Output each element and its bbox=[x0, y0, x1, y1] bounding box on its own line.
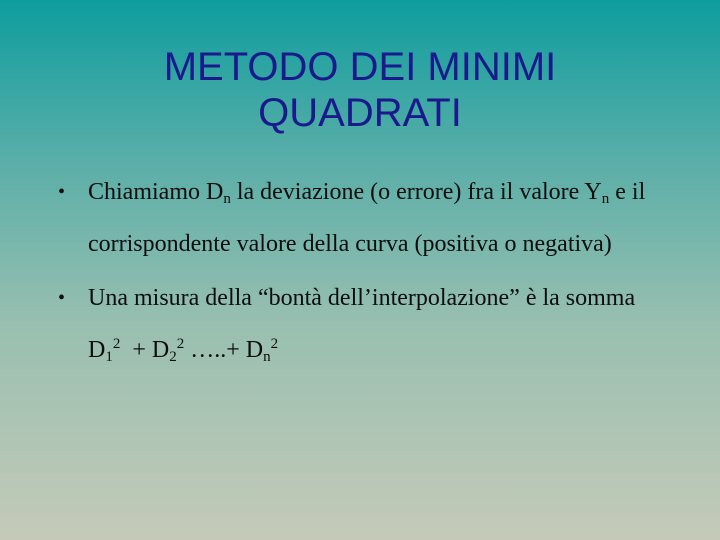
formula-term-2: + D bbox=[120, 337, 170, 363]
formula-exponent: 2 bbox=[176, 336, 185, 352]
bullet-text-part-c: e il corrispondente valore della curva (positiva o negativa) bbox=[88, 179, 646, 257]
formula-exponent: 2 bbox=[270, 336, 279, 352]
bullet-item-deviation bbox=[58, 166, 678, 270]
slide-body bbox=[58, 166, 678, 376]
formula-exponent: 2 bbox=[112, 336, 121, 352]
subscript-n: n bbox=[601, 191, 610, 207]
formula-subscript: n bbox=[263, 349, 271, 365]
bullet-text: Una misura della “bontà dell’interpolazione” è la somma bbox=[88, 285, 636, 311]
slide-title bbox=[60, 44, 660, 136]
formula-term-3: …..+ D bbox=[184, 337, 264, 363]
bullet-marker: • bbox=[58, 287, 66, 309]
formula-subscript: 2 bbox=[169, 349, 177, 365]
title-line-2: QUADRATI bbox=[258, 91, 462, 135]
bullet-text-part-a: Chiamiamo D bbox=[88, 179, 224, 205]
formula-subscript: 1 bbox=[105, 349, 113, 365]
title-line-1: METODO DEI MINIMI bbox=[163, 45, 557, 89]
subscript-n: n bbox=[223, 191, 231, 207]
bullet-text-part-b: la deviazione (o errore) fra il valore Y bbox=[230, 179, 602, 205]
formula-term-1: D bbox=[88, 337, 106, 363]
bullet-item-measure bbox=[58, 272, 678, 324]
sum-formula bbox=[58, 324, 678, 376]
bullet-marker: • bbox=[58, 181, 66, 203]
